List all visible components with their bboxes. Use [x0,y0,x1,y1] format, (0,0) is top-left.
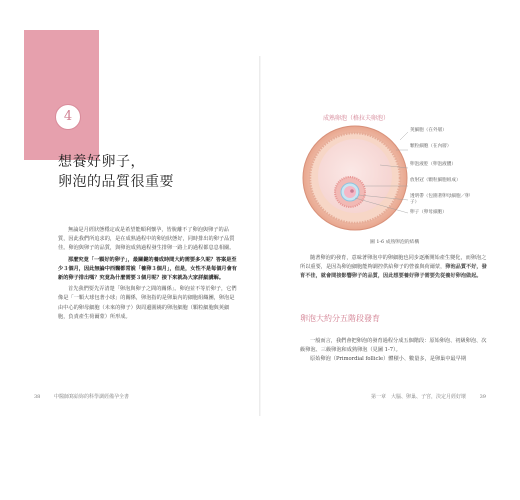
paragraph [300,254,490,282]
chapter-tab-block [24,30,99,160]
paragraph: 無論是月經狀態穩定或是希望能順利懷孕，皆脫離不了卵泡與卵子的品質，因此我們所追求的，是在成熟過程中的卵泡狀態好，同時排出的卵子品質佳。卵泡與卵子的品質，與卵泡成熟過程發生排卵一路上的過程都息息相關。 [58,227,235,252]
paragraph-text: 隨著卵泡的發育，意味著卵泡中的卵細胞也同步逐漸開始產生變化，而卵泡之所以重要，是因為卵泡細胞能夠調控供給卵子的營養與荷爾蒙， [300,255,487,271]
label-granulosa: 顆粒細胞（在內層） [410,144,452,149]
right-footer [359,393,486,400]
oocyte-nucleus [350,189,354,193]
follicle-diagram [300,120,410,235]
section-title-line1: 想養好卵子， [58,154,145,170]
left-footer [34,393,141,400]
page-number: 38 [34,394,41,400]
label-oocyte: 卵子（卵母細胞） [410,210,447,215]
paragraph-bold: 卵泡品質不好，發育不佳，就會間接影響卵子的品質，因此想要養好卵子需要先從養好卵泡做起。 [300,264,487,280]
right-body-text-2 [300,337,490,365]
paragraph: 首先我們要先弄清楚「卵泡與卵子之間的關係」。卵泡並不等於卵子，它們像是「一顆大球包著小球」的關係，卵泡指的是卵巢內的細胞組織團，卵泡是由中心的卵母細胞（未來的卵子）與周邊圍繞的卵泡細胞（顆粒細胞與莢細胞，負責產生荷爾蒙）所形成。 [58,286,237,320]
paragraph: 原始卵泡（Primordial follicle）體積小、數量多，是卵巢中最早期 [310,356,467,363]
subsection-heading: 卵泡大約分五階段發育 [300,314,380,323]
running-title: 中醫師寫給妳的科學調經備孕全書 [53,394,129,400]
paragraph-bold: 那麼究竟「一顆好的卵子」，最關鍵的養成時間大約需要多久呢？答案是至少３個月，因此無論中西醫都常說「養卵３個月」，但是，女性不是每個月會有新的卵子排出嗎？究竟為什麼需要３個月呢？接下來就為大家詳細講解。 [58,256,237,282]
section-title [58,152,174,192]
right-body-text [300,254,490,282]
paragraph: 一般而言，我們會把卵泡的發育過程分成五個階段：原始卵泡、初級卵泡、次級卵泡、三級卵泡和成熟卵泡（見圖 1-7）。 [300,338,487,354]
running-chapter-title: 第一章 大腦、卵巢、子宮，決定月經好壞 [371,394,467,400]
figure-title: 成熟卵泡（格拉夫卵泡） [323,115,390,122]
gutter [259,56,261,416]
label-cumulus: 放射冠（顆粒細胞組成） [410,178,461,183]
label-theca: 莢細胞（在外層） [410,128,447,133]
section-title-line2: 卵泡的品質很重要 [58,174,174,190]
chapter-number-badge: 4 [55,104,81,130]
page-number: 39 [479,394,486,400]
oocyte [344,186,356,198]
figure-caption: 圖 1-6 成熟卵泡的結構 [370,240,420,245]
left-body-text [58,226,238,322]
label-zona: 透明帶（包圍著卵母細胞／卵子） [410,194,470,205]
label-antrum: 卵泡液腔（卵泡液體） [410,162,456,167]
